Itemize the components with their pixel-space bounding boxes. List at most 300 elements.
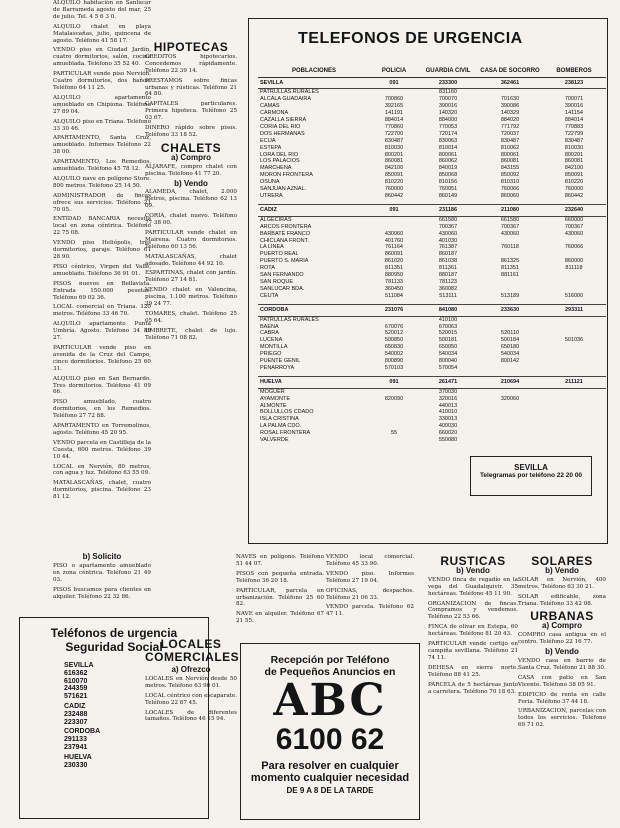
urbanas-compro: a) Compro xyxy=(542,621,582,631)
table-cell: 840019 xyxy=(438,165,458,172)
abc-line1: Recepción por Teléfono xyxy=(270,654,390,666)
listing: LOCALES de diferentes tamaños. Teléfono 46 15 94. xyxy=(145,709,237,723)
table-cell xyxy=(478,89,542,96)
province-cell: 231076 xyxy=(370,304,418,316)
left-column xyxy=(53,0,151,504)
table-cell xyxy=(542,430,606,437)
table-cell xyxy=(370,216,418,223)
table-cell: 520012 xyxy=(384,330,404,337)
listing: VENDO finca de regadío en la vega del Guadalquivir. 35 hectáreas. Teléfono 45 11 90. xyxy=(428,576,518,597)
table-row xyxy=(258,224,606,231)
table-cell: 670076 xyxy=(384,323,404,330)
table-cell: 820090 xyxy=(384,395,404,402)
listing: VENDO parcela en Castilleja de la Cuesta, 600 metros. Teléfono 39 10 44. xyxy=(53,439,151,460)
listing: TOMARES, chalet. Teléfono 25 05 64. xyxy=(145,311,237,324)
table-cell: CAMAS xyxy=(260,103,280,110)
table-cell xyxy=(542,423,606,430)
table-cell: BAENA xyxy=(260,323,279,330)
col-policia: POLICIA xyxy=(370,68,418,77)
table-cell: 140320 xyxy=(438,110,458,117)
table-cell: 761164 xyxy=(385,244,403,251)
table-cell: 810030 xyxy=(564,144,584,151)
table-cell: 800061 xyxy=(500,151,520,158)
table-cell: 800201 xyxy=(384,151,404,158)
table-cell: 860081 xyxy=(500,158,520,165)
table-cell: 390016 xyxy=(564,103,584,110)
table-cell: 390086 xyxy=(500,103,520,110)
table-cell: 861020 xyxy=(384,258,404,265)
table-cell: 700071 xyxy=(564,96,584,103)
province-cell: 362461 xyxy=(478,77,542,89)
table-cell xyxy=(478,324,542,331)
listing: ADMINISTRADOR de fincas ofrece sus servicios. Teléfono 21 70 05. xyxy=(53,192,151,213)
table-row xyxy=(258,244,606,251)
table-cell xyxy=(542,358,606,365)
table-cell: 140329 xyxy=(500,110,520,117)
listing: PISOS nuevos en Bellavista. Entrada 150.000 pesetas. Teléfono 69 02 36. xyxy=(53,280,151,301)
col-poblaciones: POBLACIONES xyxy=(258,68,370,77)
table-cell: 760051 xyxy=(438,186,458,193)
listing: PISOS buscamos para clientes en alquiler. Teléfono 22 32 86. xyxy=(53,586,151,600)
table-cell: 811351 xyxy=(385,265,403,272)
sevilla-box-city: SEVILLA xyxy=(514,463,548,472)
table-cell: LUCENA xyxy=(260,337,283,344)
table-cell: 760066 xyxy=(500,186,520,193)
listing: ESPARTINAS, chalet con jardín. Teléfono 27 14 81. xyxy=(145,270,237,284)
listing: LOCALES en Nervión desde 50 metros. Teléfono 63 90 01. xyxy=(145,675,237,689)
listing: NAVES en polígono. Teléfono 51 44 07. xyxy=(236,554,324,567)
province-cell: 091 xyxy=(370,204,418,216)
table-cell: 770860 xyxy=(384,123,404,130)
table-cell: SANLUCAR BDA. xyxy=(260,285,305,292)
table-cell xyxy=(478,437,542,444)
table-cell xyxy=(370,388,418,395)
table-cell xyxy=(542,286,606,293)
listing: VENDO parcela. Teléfono 62 47 11. xyxy=(326,604,414,618)
table-row xyxy=(258,89,606,96)
table-cell: 884020 xyxy=(500,117,520,124)
table-cell xyxy=(478,423,542,430)
table-cell: LOS PALACIOS xyxy=(260,158,300,165)
table-cell: 500184 xyxy=(500,337,520,344)
table-cell: 700860 xyxy=(384,96,404,103)
compro-heading: a) Compro xyxy=(171,152,211,162)
province-cell: 841080 xyxy=(418,304,478,316)
table-row xyxy=(258,365,606,372)
table-cell: CABRA xyxy=(260,330,279,337)
table-cell: 660000 xyxy=(564,216,584,223)
table-cell: MARCHENA xyxy=(260,165,292,172)
table-cell: 860000 xyxy=(564,258,584,265)
listing: UMBRETE, chalet de lujo. Teléfono 71 08 82. xyxy=(145,327,237,341)
table-row xyxy=(258,430,606,437)
table-row xyxy=(258,293,606,300)
abc-logo: ABC xyxy=(273,675,387,726)
table-cell: PATRULLAS RURALES xyxy=(260,89,319,96)
table-row xyxy=(258,388,606,395)
table-cell: ESTEPA xyxy=(260,144,282,151)
table-cell: LORA DEL RIO xyxy=(260,151,299,158)
table-row xyxy=(258,231,606,238)
table-cell: 881161 xyxy=(501,272,519,279)
table-cell: 141154 xyxy=(565,110,583,117)
ss-number: 291133 xyxy=(64,736,87,744)
table-cell: CORIA DEL RIO xyxy=(260,123,301,130)
table-row xyxy=(258,216,606,223)
table-cell: 320060 xyxy=(500,395,520,402)
table-cell: PUERTO S. MARIA xyxy=(260,258,309,265)
table-cell: 500850 xyxy=(384,337,404,344)
table-row xyxy=(258,117,606,124)
table-cell: 720037 xyxy=(500,130,520,137)
table-cell: ROSAL FRONTERA xyxy=(260,430,311,437)
listing: ALQUILO piso en Triana. Teléfono 33 30 46. xyxy=(53,118,151,132)
table-cell: 700367 xyxy=(500,223,520,230)
table-cell xyxy=(478,430,542,437)
table-cell: 884000 xyxy=(438,117,458,124)
table-row xyxy=(258,423,606,430)
table-row xyxy=(258,124,606,131)
ss-city: HUELVA xyxy=(64,753,92,761)
table-row xyxy=(258,358,606,365)
listing: NAVE en alquiler. Teléfono 67 21 55. xyxy=(236,611,324,625)
table-cell: 860081 xyxy=(564,158,584,165)
rusticas-vendo: b) Vendo xyxy=(456,565,490,575)
province-cell: 261471 xyxy=(418,376,478,388)
table-cell: SAN FERNANDO xyxy=(260,272,304,279)
table-row xyxy=(258,186,606,193)
province-cell: 233300 xyxy=(418,77,478,89)
province-row xyxy=(258,204,606,216)
urbanas-title: URBANAS xyxy=(530,609,594,624)
table-cell: 880187 xyxy=(438,272,458,279)
table-cell: 811361 xyxy=(439,265,457,272)
table-cell: 811351 xyxy=(501,265,519,272)
table-cell: 516000 xyxy=(564,292,584,299)
table-cell xyxy=(478,416,542,423)
table-cell xyxy=(478,251,542,258)
table-cell: 320016 xyxy=(438,395,458,402)
table-cell: 810310 xyxy=(500,179,520,186)
table-cell: 720174 xyxy=(438,130,458,137)
province-cell: 238123 xyxy=(542,77,606,89)
ss-number: 237941 xyxy=(64,743,88,751)
table-cell xyxy=(542,437,606,444)
listing: LOCAL comercial en Triana. 120 metros. Teléfono 33 46 70. xyxy=(53,304,151,318)
table-cell: ECIJA xyxy=(260,137,276,144)
table-cell: 360082 xyxy=(438,285,458,292)
table-row xyxy=(258,179,606,186)
table-row xyxy=(258,265,606,272)
abc-line2: de Pequeños Anuncios en xyxy=(264,666,396,678)
table-cell: 760066 xyxy=(564,244,584,251)
table-cell xyxy=(370,437,418,444)
table-cell: 511084 xyxy=(385,292,403,299)
rusticas-title: RUSTICAS xyxy=(440,554,506,568)
listing: PARTICULAR vende piso en avenida de la Cruz del Campo, cinco dormitorios. Teléfono 25 60 31. xyxy=(53,344,151,372)
table-cell xyxy=(542,409,606,416)
table-cell: 770053 xyxy=(438,123,458,130)
listing: VENDO chalet en Valencina, piscina, 1.100 metros. Teléfono 39 24 77. xyxy=(145,287,237,308)
ss-number: 616362 xyxy=(64,669,88,677)
listing: COMPRO casa antigua en el centro. Teléfono 22 16 77. xyxy=(518,632,606,646)
table-cell: 330013 xyxy=(438,416,458,423)
table-cell xyxy=(542,344,606,351)
table-cell: 430060 xyxy=(564,230,584,237)
table-cell: ISLA CRISTINA xyxy=(260,416,299,423)
table-cell: 520015 xyxy=(438,330,458,337)
table-cell: SAN ROQUE xyxy=(260,278,294,285)
table-cell xyxy=(542,396,606,403)
table-cell: 570054 xyxy=(438,364,458,371)
table-cell: PUERTO REAL xyxy=(260,251,299,258)
ss-number: 610070 xyxy=(64,677,88,685)
table-cell: CHICLANA FRONT. xyxy=(260,237,309,244)
listing: SOLAR en Nervión, 400 metros. Teléfono 63 30 21. xyxy=(518,576,606,590)
listing: PARTICULAR vende chalet en Mairena. Cuatro dormitorios. Teléfono 60 13 56. xyxy=(145,229,237,250)
spacer-row xyxy=(258,444,606,448)
listing: PISO amueblado, cuatro dormitorios, en los Remedios. Teléfono 27 72 88. xyxy=(53,399,151,420)
table-cell: 650830 xyxy=(384,344,404,351)
listing: CORIA, chalet nuevo. Teléfono 77 38 00. xyxy=(145,213,237,227)
table-cell: BOLLULLOS CDADO xyxy=(260,409,314,416)
table-row xyxy=(258,337,606,344)
table-cell xyxy=(542,238,606,245)
province-cell: CORDOBA xyxy=(258,304,370,316)
table-cell: OSUNA xyxy=(260,179,280,186)
table-cell: 661580 xyxy=(438,216,458,223)
table-row xyxy=(258,258,606,265)
table-cell: BARBATE FRANCO xyxy=(260,230,311,237)
urgencia-table xyxy=(258,68,606,448)
listing: ALJARAFE, compro chalet con piscina. Teléfono 41 77 20. xyxy=(145,163,237,177)
abc-line4: momento cualquier necesidad xyxy=(250,772,410,784)
solares-vendo: b) Vendo xyxy=(545,565,579,575)
table-cell: 513189 xyxy=(500,292,520,299)
table-cell xyxy=(542,251,606,258)
table-cell xyxy=(478,279,542,286)
sevilla-telegramas-box xyxy=(470,456,592,496)
table-cell xyxy=(542,324,606,331)
table-cell: 410100 xyxy=(438,316,458,323)
listing: LOCAL en Nervión, 80 metros, con agua y luz. Teléfono 63 55 09. xyxy=(53,463,151,477)
table-row xyxy=(258,330,606,337)
table-cell: 810062 xyxy=(500,144,520,151)
table-cell: CARMONA xyxy=(260,110,289,117)
province-cell: HUELVA xyxy=(258,376,370,388)
col-casa-socorro: CASA DE SOCORRO xyxy=(478,68,542,77)
table-row xyxy=(258,437,606,444)
table-cell: 850068 xyxy=(438,172,458,179)
abc-line5: DE 9 A 8 DE LA TARDE xyxy=(286,786,374,795)
listing: PARTICULAR vende piso Nervión. Cuatro dormitorios, dos baños. Teléfono 64 11 25. xyxy=(53,71,151,91)
table-cell xyxy=(542,416,606,423)
table-cell: 861038 xyxy=(438,258,458,265)
table-cell: 860060 xyxy=(500,193,520,199)
table-cell: 390016 xyxy=(438,103,458,110)
table-cell: 770883 xyxy=(564,123,584,130)
table-cell: 800142 xyxy=(500,358,520,365)
listing: VENDO piso Heliópolis, tres dormitorios, garaje. Teléfono 61 28 90. xyxy=(53,240,151,260)
table-cell: 700070 xyxy=(438,96,458,103)
table-cell: 430060 xyxy=(438,230,458,237)
table-cell: 850091 xyxy=(564,172,584,179)
table-cell: LA LINEA xyxy=(260,244,284,251)
table-cell: 830063 xyxy=(438,137,458,144)
listing: VENDO local comercial. Teléfono 45 33 90. xyxy=(326,554,414,567)
table-cell: 513111 xyxy=(439,292,457,299)
table-row xyxy=(258,138,606,145)
province-cell: 233630 xyxy=(478,304,542,316)
province-cell: 293311 xyxy=(542,304,606,316)
listing: PARTICULAR, parcela en urbanización. Teléfono 25 60 82. xyxy=(236,587,324,608)
listing: DINERO rápido sobre pisos. Teléfono 33 18 52. xyxy=(145,125,237,138)
listing: CASA con patio en San Vicente. Teléfono 38 05 91. xyxy=(518,674,606,688)
listing: PARCELA de 5 hectáreas junto a carretera. Teléfono 70 18 63. xyxy=(428,681,518,695)
table-cell: 811118 xyxy=(565,265,583,272)
table-cell: ARCOS FRONTERA xyxy=(260,223,312,230)
table-cell xyxy=(478,388,542,395)
table-cell: 860187 xyxy=(438,251,458,258)
table-cell: 860062 xyxy=(438,158,458,165)
province-row xyxy=(258,376,606,388)
table-cell: 810156 xyxy=(438,179,458,186)
listing: APARTAMENTO, Santa Cruz, amueblado. Informes Teléfono 22 38 00. xyxy=(53,135,151,156)
table-cell: VALVERDE xyxy=(260,437,289,444)
listing: EDIFICIO de renta en calle Feria. Teléfono 37 44 18. xyxy=(518,691,606,705)
table-row xyxy=(258,316,606,323)
province-cell: 091 xyxy=(370,376,418,388)
table-cell: MONTILLA xyxy=(260,344,288,351)
table-cell: 660020 xyxy=(438,430,458,437)
table-cell: 370030 xyxy=(438,388,458,395)
table-cell xyxy=(542,403,606,410)
table-row xyxy=(258,286,606,293)
table-cell xyxy=(542,351,606,358)
table-cell: 570103 xyxy=(384,364,404,371)
table-cell: 800040 xyxy=(438,358,458,365)
vendo-heading: b) Vendo xyxy=(174,178,208,188)
listing: PISO o apartamento amueblado en zona céntrica. Teléfono 21 49 03. xyxy=(53,562,151,583)
table-row xyxy=(258,110,606,117)
table-row xyxy=(258,403,606,410)
listing: PISO céntrico, Virgen del Valle, amueblado. Teléfono 36 91 01. xyxy=(53,263,151,277)
listing: VENDO piso en Ciudad Jardín, cuatro dormitorios, salón, cocina amueblada. Teléfono 35 52 40. xyxy=(53,47,151,68)
table-cell: 700367 xyxy=(438,223,458,230)
table-cell: 520110 xyxy=(501,330,519,337)
locales-title: LOCALES COMERCIALES xyxy=(145,637,240,664)
table-row xyxy=(258,96,606,103)
listing: ALQUILO nave en polígono Store. 800 metros. Teléfono 25 14 50. xyxy=(53,175,151,189)
table-cell: 360450 xyxy=(384,285,404,292)
urgencia-title: TELEFONOS DE URGENCIA xyxy=(298,30,523,47)
table-cell: 540034 xyxy=(438,351,458,358)
table-cell: 810014 xyxy=(438,144,458,151)
province-cell: 231186 xyxy=(418,204,478,216)
table-cell: 760000 xyxy=(564,186,584,193)
province-cell: 211121 xyxy=(542,376,606,388)
province-row xyxy=(258,77,606,89)
ss-number: 230330 xyxy=(64,761,88,769)
table-cell: 843155 xyxy=(500,165,520,172)
table-cell: 650050 xyxy=(438,344,458,351)
table-cell: 400030 xyxy=(438,423,458,430)
table-cell: 860442 xyxy=(384,193,404,199)
table-cell: 392165 xyxy=(384,103,404,110)
listing: DEHESA en sierra norte. Teléfono 88 41 25. xyxy=(428,664,518,678)
listing: URBANIZACION, parcelas con todos los servicios. Teléfono 69 71 02. xyxy=(518,708,606,729)
table-cell: 831160 xyxy=(439,89,457,96)
ss-number: 232488 xyxy=(64,710,88,718)
ss-city: CORDOBA xyxy=(64,728,101,736)
listing: ALQUILO chalet en playa Matalascañas, julio, quincena de agosto. Teléfono 41 58 17. xyxy=(53,23,151,44)
table-cell: 722799 xyxy=(564,130,584,137)
table-cell: 670063 xyxy=(438,323,458,330)
column-4-ads xyxy=(326,554,414,621)
column-rusticas xyxy=(428,552,518,698)
table-cell xyxy=(542,388,606,395)
table-cell xyxy=(542,89,606,96)
table-cell: 440013 xyxy=(438,402,458,409)
listing: ALAMEDA, chalet, 2.000 metros, piscina. Teléfono 62 13 09. xyxy=(145,189,237,210)
table-cell xyxy=(370,423,418,430)
listing: ENTIDAD BANCARIA necesita local en zona céntrica. Teléfono 22 75 08. xyxy=(53,216,151,237)
table-cell: MORON FRONTERA xyxy=(260,172,313,179)
table-cell: UTRERA xyxy=(260,193,283,199)
table-row xyxy=(258,324,606,331)
table-cell xyxy=(370,224,418,231)
listing: MATALASCAÑAS, chalet adosado. Teléfono 44 92 10. xyxy=(145,253,237,267)
table-cell: SANJUAN AZNAL. xyxy=(260,186,307,193)
table-cell: 701630 xyxy=(500,96,520,103)
listing: MATALASCAÑAS, chalet, cuatro dormitorios, piscina. Teléfono 23 81 12. xyxy=(53,480,151,501)
table-cell: 430060 xyxy=(384,230,404,237)
table-cell xyxy=(370,403,418,410)
table-cell: 771792 xyxy=(500,123,520,130)
table-row xyxy=(258,344,606,351)
table-cell: LA PALMA CDO. xyxy=(260,423,302,430)
table-cell: 810220 xyxy=(384,179,404,186)
urbanas-vendo: b) Vendo xyxy=(545,647,579,657)
listing: FINCA de olivar en Estepa, 60 hectáreas. Teléfono 81 20 43. xyxy=(428,624,518,638)
table-row xyxy=(258,251,606,258)
listing: PRESTAMOS sobre fincas urbanas y rústicas. Teléfono 21 64 80. xyxy=(145,77,237,98)
table-cell xyxy=(478,286,542,293)
table-row xyxy=(258,165,606,172)
table-cell: 650180 xyxy=(500,344,520,351)
table-cell: 540034 xyxy=(500,351,520,358)
table-row xyxy=(258,351,606,358)
table-cell: AYAMONTE xyxy=(260,395,291,402)
table-cell xyxy=(542,316,606,323)
table-cell: 661580 xyxy=(500,216,520,223)
table-cell: 401030 xyxy=(438,237,458,244)
table-cell: 842100 xyxy=(384,165,404,172)
table-cell xyxy=(542,279,606,286)
table-cell: 860091 xyxy=(384,251,404,258)
table-cell: 800890 xyxy=(384,358,404,365)
table-cell xyxy=(478,409,542,416)
listing: ALQUILO piso en San Bernardo. Tres dormitorios. Teléfono 41 09 66. xyxy=(53,375,151,396)
province-cell: 210694 xyxy=(478,376,542,388)
abc-line3: Para resolver en cualquier xyxy=(261,760,399,772)
table-row xyxy=(258,409,606,416)
table-cell: ALMONTE xyxy=(260,402,287,409)
table-cell: 842100 xyxy=(564,165,584,172)
column-hipotecas-chalets xyxy=(145,40,237,345)
column-3-ads xyxy=(236,554,324,628)
ss-number: 223307 xyxy=(64,718,88,726)
